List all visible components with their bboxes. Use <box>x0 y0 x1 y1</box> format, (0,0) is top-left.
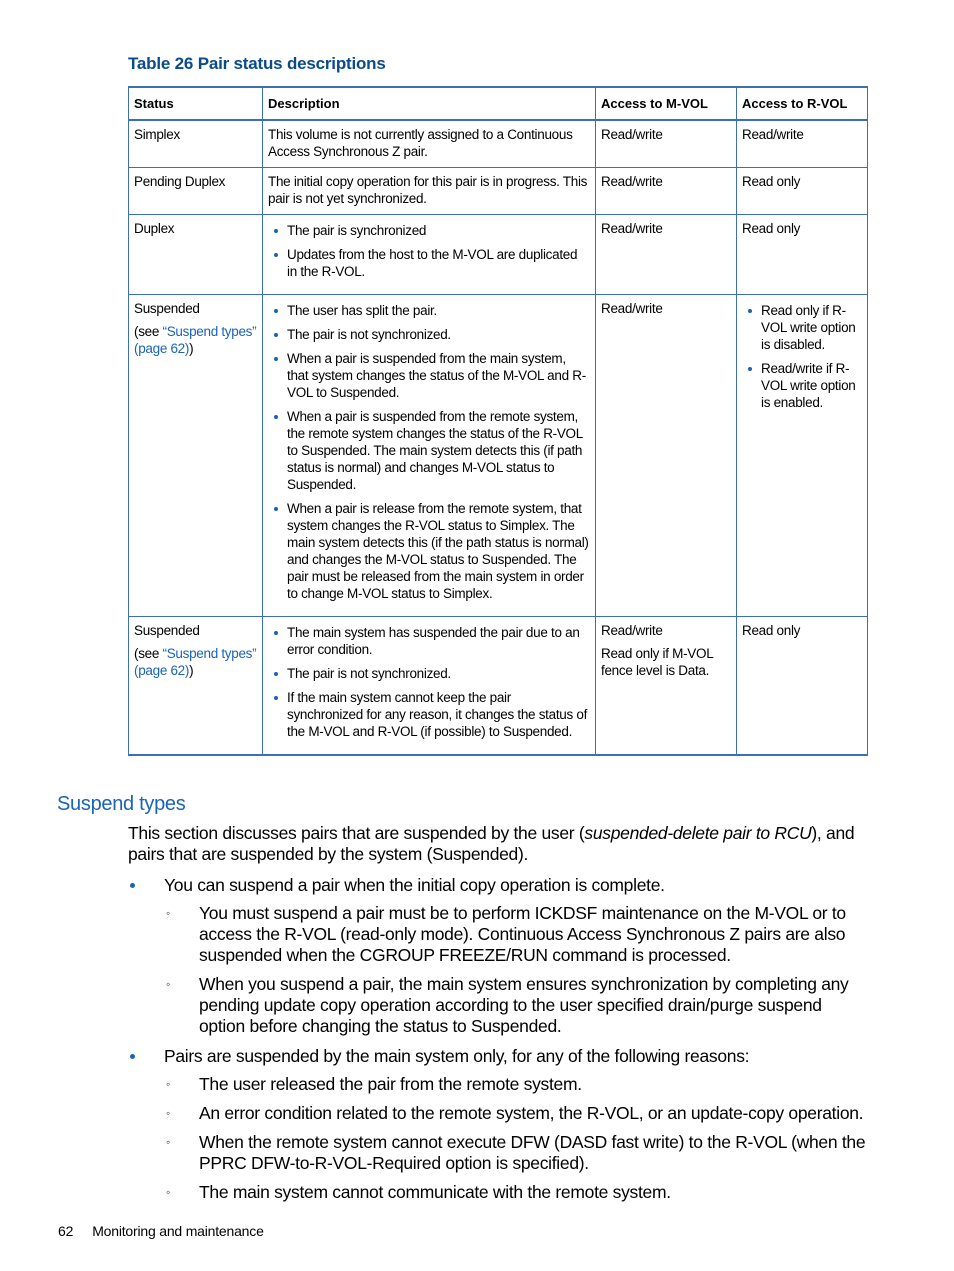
sub-list <box>164 1074 868 1203</box>
cell-description: The initial copy operation for this pair is in progress. This pair is not yet synchronized. <box>263 168 596 215</box>
list-item: The main system has suspended the pair due to an error condition. <box>268 624 590 658</box>
list-item: When a pair is release from the remote system, that system changes the R-VOL status to Simplex. The main system detects this (if the path status is normal) and changes the M-VOL status to Suspended. The pair must be released from the main system in order to change M-VOL status to Simplex. <box>268 500 590 602</box>
list-item <box>128 875 868 1037</box>
list-item: Read/write if R-VOL write option is enabled. <box>742 360 862 411</box>
cell-status: Pending Duplex <box>129 168 263 215</box>
list-item: The pair is not synchronized. <box>268 665 590 682</box>
list-item <box>128 1046 868 1203</box>
cell-mvol: Read/write <box>596 295 737 617</box>
cell-description <box>263 215 596 295</box>
cell-mvol <box>596 617 737 756</box>
see-prefix: (see <box>134 324 163 339</box>
status-label: Suspended <box>134 623 200 638</box>
cell-mvol: Read/write <box>596 168 737 215</box>
sub-list-item: ◦ When you suspend a pair, the main system ensures synchronization by completing any pending update copy operation according to the user specified drain/purge suspend option before changing the status to Suspended. <box>164 974 868 1037</box>
cell-status: Duplex <box>129 215 263 295</box>
header-access-mvol: Access to M-VOL <box>596 87 737 120</box>
header-description: Description <box>263 87 596 120</box>
see-reference <box>134 323 257 357</box>
intro-emphasis: suspended-delete pair to RCU <box>584 823 812 843</box>
pair-status-table <box>128 86 868 756</box>
sub-list-item: ◦ When the remote system cannot execute DFW (DASD fast write) to the R-VOL (when the PPRC DFW-to-R-VOL-Required option is specified). <box>164 1132 868 1174</box>
bullet-list <box>128 875 868 1203</box>
see-reference <box>134 645 257 679</box>
section-intro <box>128 823 868 865</box>
cell-status: Simplex <box>129 120 263 168</box>
table-row <box>129 120 868 168</box>
see-suffix: ) <box>189 341 194 356</box>
cell-mvol: Read/write <box>596 120 737 168</box>
list-item: When a pair is suspended from the remote system, the remote system changes the status of the R-VOL to Suspended. The main system detects this (if path status is normal) and changes M-VOL status to Suspended. <box>268 408 590 493</box>
mvol-line: Read only if M-VOL fence level is Data. <box>601 646 713 678</box>
page-number: 62 <box>58 1223 74 1239</box>
cell-status <box>129 617 263 756</box>
page-footer <box>58 1223 264 1239</box>
cell-rvol: Read only <box>737 215 868 295</box>
table-header-row <box>129 87 868 120</box>
status-label: Suspended <box>134 301 200 316</box>
cell-description <box>263 295 596 617</box>
table-row <box>129 295 868 617</box>
cell-rvol <box>737 295 868 617</box>
cell-mvol: Read/write <box>596 215 737 295</box>
section-body <box>128 823 868 1212</box>
list-item: The pair is not synchronized. <box>268 326 590 343</box>
mvol-line: Read/write <box>601 623 663 638</box>
cell-description <box>263 617 596 756</box>
cell-rvol: Read/write <box>737 120 868 168</box>
list-item: If the main system cannot keep the pair synchronized for any reason, it changes the status of the M-VOL and R-VOL (if possible) to Suspended. <box>268 689 590 740</box>
cell-rvol: Read only <box>737 617 868 756</box>
cell-description: This volume is not currently assigned to a Continuous Access Synchronous Z pair. <box>263 120 596 168</box>
table-row <box>129 215 868 295</box>
list-item: Read only if R-VOL write option is disabled. <box>742 302 862 353</box>
table-row <box>129 168 868 215</box>
sub-list-item: ◦ You must suspend a pair must be to perform ICKDSF maintenance on the M-VOL or to access the R-VOL (read-only mode). Continuous Access Synchronous Z pairs are also suspended when the CGROUP FREEZE/RUN command is processed. <box>164 903 868 966</box>
header-status: Status <box>129 87 263 120</box>
see-suffix: ) <box>189 663 194 678</box>
intro-text: ), and pairs that are suspended by the system (Suspended). <box>128 823 855 864</box>
bullet-text: Pairs are suspended by the main system only, for any of the following reasons: <box>164 1046 750 1066</box>
table-row <box>129 617 868 756</box>
cell-rvol: Read only <box>737 168 868 215</box>
list-item: The user has split the pair. <box>268 302 590 319</box>
list-item: The pair is synchronized <box>268 222 590 239</box>
intro-text: This section discusses pairs that are suspended by the user ( <box>128 823 585 843</box>
sub-list-item: ◦ The user released the pair from the remote system. <box>164 1074 868 1095</box>
sub-list-item: ◦ The main system cannot communicate with the remote system. <box>164 1182 868 1203</box>
section-heading: Suspend types <box>57 793 186 815</box>
suspend-types-link[interactable]: “Suspend types” (page 62) <box>134 646 257 678</box>
header-access-rvol: Access to R-VOL <box>737 87 868 120</box>
chapter-title: Monitoring and maintenance <box>92 1223 264 1239</box>
table-caption: Table 26 Pair status descriptions <box>128 54 386 73</box>
list-item: When a pair is suspended from the main system, that system changes the status of the M-VOL and R-VOL to Suspended. <box>268 350 590 401</box>
suspend-types-link[interactable]: “Suspend types” (page 62) <box>134 324 257 356</box>
cell-status <box>129 295 263 617</box>
list-item: Updates from the host to the M-VOL are duplicated in the R-VOL. <box>268 246 590 280</box>
sub-list <box>164 903 868 1037</box>
see-prefix: (see <box>134 646 163 661</box>
bullet-text: You can suspend a pair when the initial copy operation is complete. <box>164 875 665 895</box>
sub-list-item: ◦ An error condition related to the remote system, the R-VOL, or an update-copy operation. <box>164 1103 868 1124</box>
